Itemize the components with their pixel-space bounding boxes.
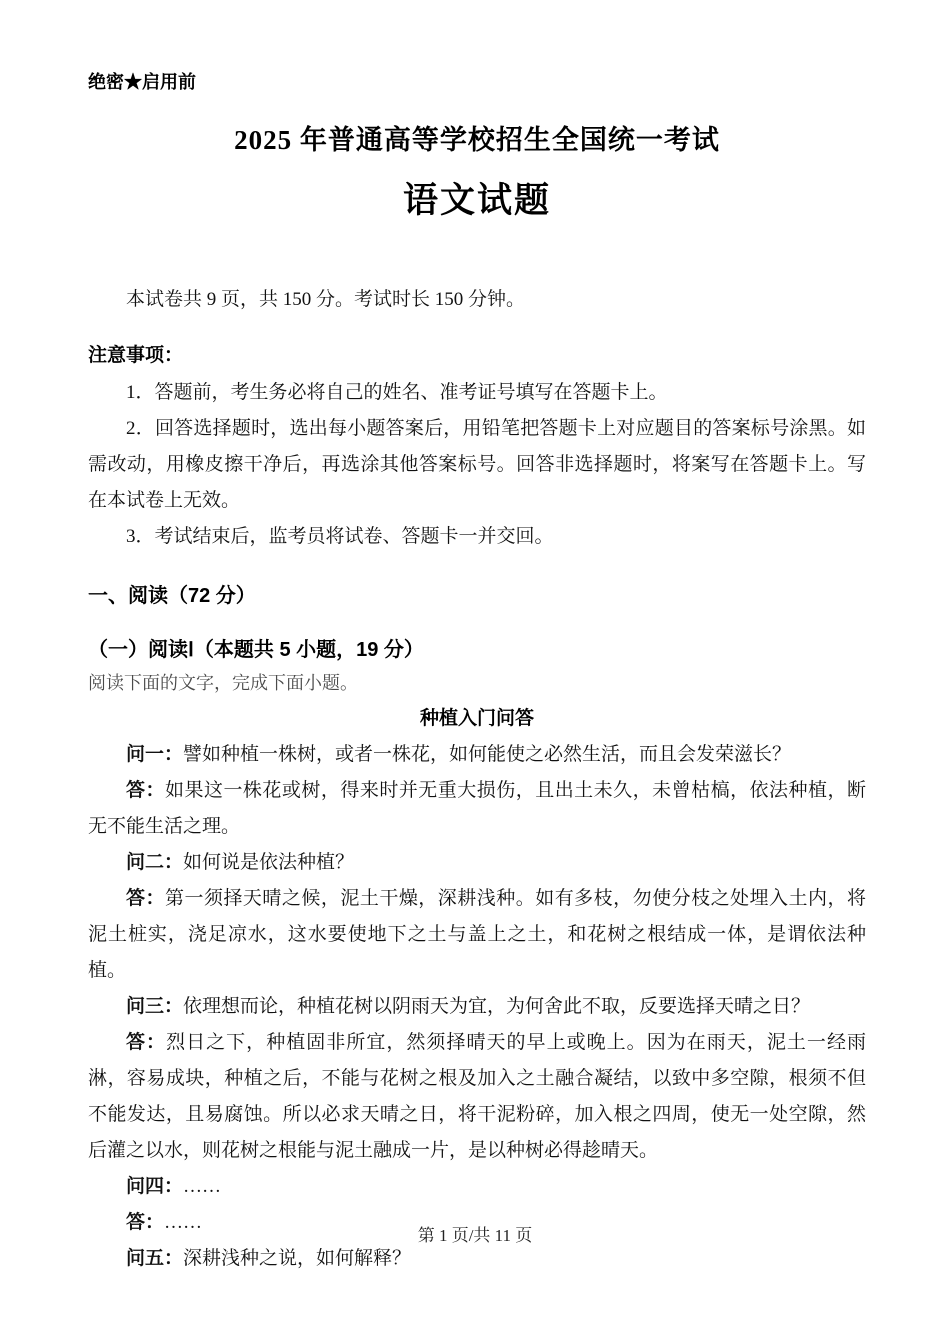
qa-answer-2-text: 第一须择天晴之候，泥土干燥，深耕浅种。如有多枝，勿使分枝之处埋入土内，将泥土桩实，浇足凉水，这水要使地下之土与盖上之土，和花树之根结成一体，是谓依法种植。	[88, 888, 866, 981]
note-item-2: 2．回答选择题时，选出每小题答案后，用铅笔把答题卡上对应题目的答案标号涂黑。如需改动，用橡皮擦干净后，再选涂其他答案标号。回答非选择题时，将案写在答题卡上。写在本试卷上无效。	[88, 418, 866, 511]
qa-answer-3-text: 烈日之下，种植固非所宜，然须择晴天的早上或晚上。因为在雨天，泥土一经雨淋，容易成块，种植之后，不能与花树之根及加入之土融合凝结，以致中多空隙，根须不但不能发达，且易腐蚀。所以必求天晴之日，将干泥粉碎，加入根之四周，使无一处空隙，然后灌之以水，则花树之根能与泥土融成一片，是以种树必得趁晴天。	[88, 1032, 866, 1161]
passage-lead-in: 阅读下面的文字，完成下面小题。	[88, 673, 358, 693]
notes-heading: 注意事项：	[88, 345, 184, 366]
qa-question-1-text: 譬如种植一株树，或者一株花，如何能使之必然生活，而且会发荣滋长？	[183, 744, 792, 765]
exam-intro: 本试卷共 9 页，共 150 分。考试时长 150 分钟。	[126, 289, 526, 310]
qa-question-3-text: 依理想而论，种植花树以阴雨天为宜，为何舍此不取，反要选择天晴之日？	[183, 996, 811, 1017]
passage-title: 种植入门问答	[419, 708, 534, 729]
qa-answer-3	[88, 1025, 866, 1169]
qa-question-3-label: 问三：	[126, 996, 184, 1017]
qa-question-2	[88, 845, 866, 881]
qa-question-3	[88, 989, 866, 1025]
qa-answer-4-text: ……	[164, 1212, 203, 1233]
qa-answer-3-label: 答：	[126, 1032, 167, 1053]
qa-question-2-text: 如何说是依法种植？	[183, 852, 355, 873]
qa-answer-2	[88, 881, 866, 989]
qa-answer-4-label: 答：	[126, 1212, 165, 1233]
note-item-1: 1．答题前，考生务必将自己的姓名、准考证号填写在答题卡上。	[126, 382, 668, 403]
qa-question-1-label: 问一：	[126, 744, 184, 765]
qa-question-5-label: 问五：	[126, 1248, 184, 1269]
subsection-heading-reading-1: （一）阅读Ⅰ（本题共 5 小题，19 分）	[88, 639, 424, 661]
security-notice: 绝密★启用前	[88, 72, 196, 92]
qa-answer-2-label: 答：	[126, 888, 165, 909]
qa-question-1	[88, 737, 866, 773]
paper-title: 语文试题	[402, 181, 551, 220]
qa-question-4-text: ……	[183, 1176, 222, 1197]
qa-question-2-label: 问二：	[126, 852, 184, 873]
section-heading-reading: 一、阅读（72 分）	[88, 585, 256, 607]
page-number: 第 1 页/共 11 页	[417, 1226, 533, 1245]
qa-question-4-label: 问四：	[126, 1176, 184, 1197]
qa-answer-1-label: 答：	[126, 780, 165, 801]
exam-title: 2025 年普通高等学校招生全国统一考试	[234, 125, 720, 155]
note-item-3: 3．考试结束后，监考员将试卷、答题卡一并交回。	[126, 526, 554, 547]
qa-answer-1-text: 如果这一株花或树，得来时并无重大损伤，且出土未久，未曾枯槁，依法种植，断无不能生活之理。	[88, 780, 866, 837]
qa-question-5-text: 深耕浅种之说，如何解释？	[183, 1248, 412, 1269]
qa-answer-1	[88, 773, 866, 845]
qa-question-4	[88, 1169, 866, 1205]
